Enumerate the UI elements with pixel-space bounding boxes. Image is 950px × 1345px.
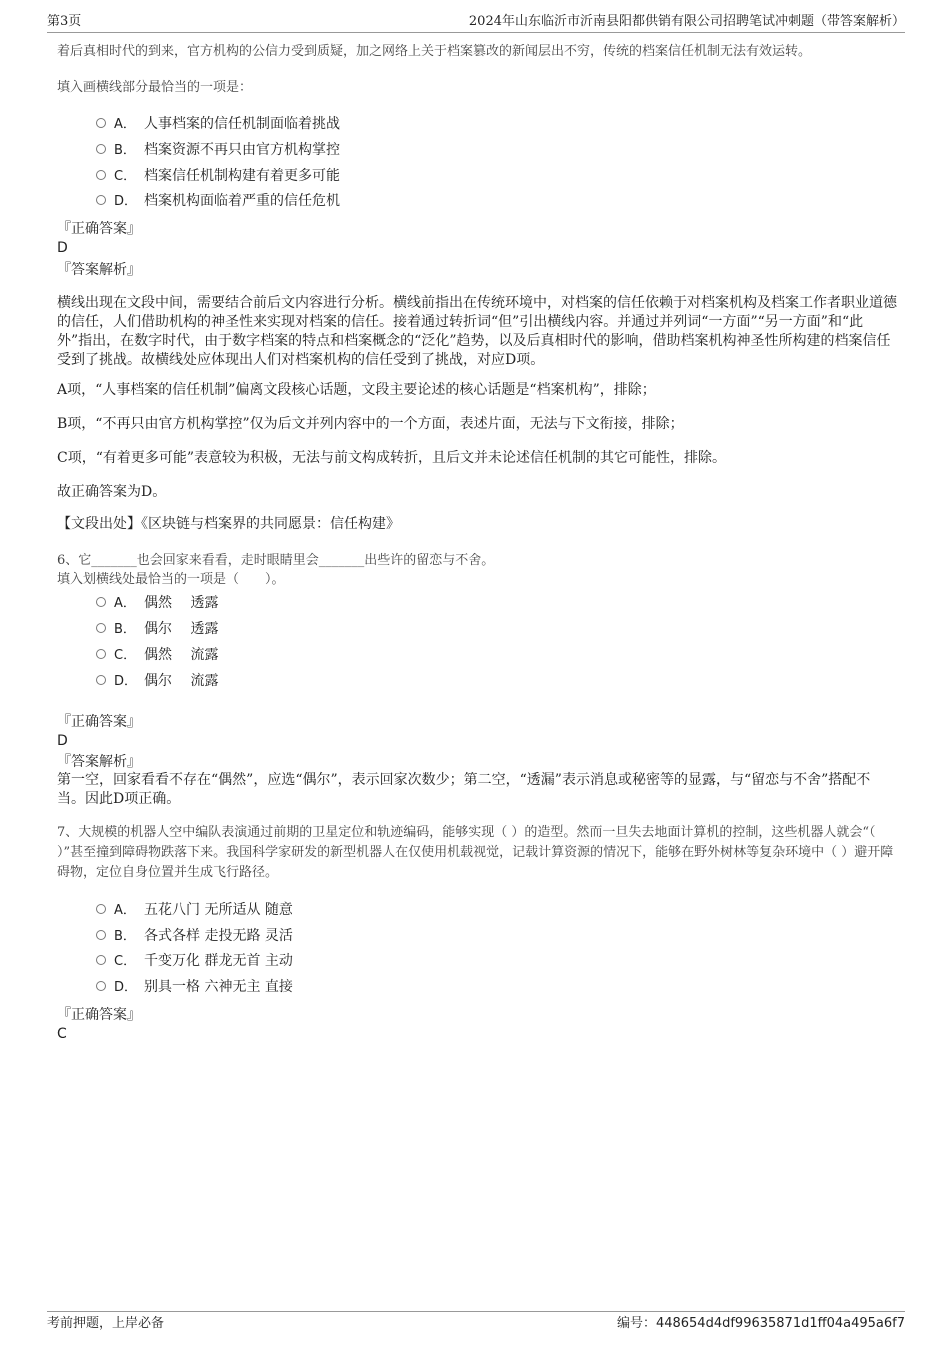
q5-analysis-b: B项，“不再只由官方机构掌控”仅为后文并列内容中的一个方面，表述片面，无法与下文衔接，排除；: [57, 416, 684, 432]
radio-icon[interactable]: [96, 649, 106, 659]
radio-icon[interactable]: [96, 981, 106, 991]
q5-source: 【文段出处】《区块链与档案界的共同愿景：信任构建》: [57, 516, 400, 532]
q5-analysis-conclusion: 故正确答案为D。: [57, 484, 167, 500]
q6-option-c[interactable]: C． 偶然 流露: [96, 645, 218, 666]
radio-icon[interactable]: [96, 930, 106, 940]
q5-option-d[interactable]: D． 档案机构面临着严重的信任危机: [96, 191, 340, 212]
radio-icon[interactable]: [96, 144, 106, 154]
q7-stem: 7、大规模的机器人空中编队表演通过前期的卫星定位和轨迹编码，能够实现（ ）的造型。然而一旦失去地面计算机的控制，这些机器人就会“（ ）”甚至撞到障碍物跌落下来。我国科学家研发的新型机器人在仅使用机载视觉，记载计算资源的情况下，能够在野外树林等复杂环境中（ ）避开障碍物，定位自身位置并生成飞行路径。: [57, 825, 894, 880]
radio-icon[interactable]: [96, 118, 106, 128]
radio-icon[interactable]: [96, 955, 106, 965]
radio-icon[interactable]: [96, 904, 106, 914]
q7-option-a[interactable]: A． 五花八门 无所适从 随意: [96, 900, 293, 921]
q7-option-b[interactable]: B． 各式各样 走投无路 灵活: [96, 926, 293, 947]
q5-answer: D: [57, 240, 68, 256]
radio-icon[interactable]: [96, 195, 106, 205]
q7-answer: C: [57, 1026, 67, 1042]
passage-tail: 着后真相时代的到来，官方机构的公信力受到质疑，加之网络上关于档案篡改的新闻层出不穷，传统的档案信任机制无法有效运转。: [57, 44, 812, 59]
q6-answer-label: 『正确答案』: [57, 714, 141, 730]
q5-option-b[interactable]: B． 档案资源不再只由官方机构掌控: [96, 140, 340, 161]
document-title: 2024年山东临沂市沂南县阳都供销有限公司招聘笔试冲刺题（带答案解析）: [468, 14, 905, 29]
radio-icon[interactable]: [96, 170, 106, 180]
page-header: [47, 12, 905, 33]
q6-option-a[interactable]: A． 偶然 透露: [96, 593, 218, 614]
q5-answer-label: 『正确答案』: [57, 221, 141, 237]
q6-option-d[interactable]: D． 偶尔 流露: [96, 671, 218, 692]
page-footer: [47, 1311, 905, 1331]
q5-option-c[interactable]: C． 档案信任机制构建有着更多可能: [96, 166, 340, 187]
q6-analysis-label: 『答案解析』: [57, 754, 141, 770]
radio-icon[interactable]: [96, 597, 106, 607]
q5-option-a[interactable]: A． 人事档案的信任机制面临着挑战: [96, 114, 340, 135]
q5-analysis-main: 横线出现在文段中间，需要结合前后文内容进行分析。横线前指出在传统环境中，对档案的信任依赖于对档案机构及档案工作者职业道德的信任，人们借助机构的神圣性来实现对档案的信任。接着通过转折词“但”引出横线内容。并通过并列词“一方面”“另一方面”和“此外”指出，在数字时代，由于数字档案的特点和档案概念的“泛化”趋势，以及后真相时代的影响，借助档案机构神圣性所构建的档案信任受到了挑战。故横线处应体现出人们对档案机构的信任受到了挑战，对应D项。: [57, 295, 897, 368]
q6-answer: D: [57, 733, 68, 749]
q6-option-b[interactable]: B． 偶尔 透露: [96, 619, 218, 640]
q6-prompt: 填入划横线处最恰当的一项是（ ）。: [57, 572, 285, 587]
q6-stem: 6、它_______也会回家来看看，走时眼睛里会_______出些许的留恋与不舍。: [57, 553, 495, 568]
radio-icon[interactable]: [96, 675, 106, 685]
page-number: 第3页: [47, 14, 82, 29]
q7-option-d[interactable]: D． 别具一格 六神无主 直接: [96, 977, 293, 998]
q5-analysis-c: C项，“有着更多可能”表意较为积极，无法与前文构成转折，且后文并未论述信任机制的其它可能性，排除。: [57, 450, 727, 466]
q5-prompt: 填入画横线部分最恰当的一项是：: [57, 80, 253, 95]
q7-option-c[interactable]: C． 千变万化 群龙无首 主动: [96, 951, 293, 972]
q5-analysis-label: 『答案解析』: [57, 262, 141, 278]
footer-motto: 考前押题，上岸必备: [47, 1316, 165, 1331]
radio-icon[interactable]: [96, 623, 106, 633]
q6-analysis: 第一空，回家看看不存在“偶然”，应选“偶尔”，表示回家次数少；第二空，“透漏”表示消息或秘密等的显露，与“留恋与不舍”搭配不当。因此D项正确。: [57, 772, 871, 807]
q5-analysis-a: A项，“人事档案的信任机制”偏离文段核心话题，文段主要论述的核心话题是“档案机构”，排除；: [57, 382, 656, 398]
document-code: 编号：448654d4df99635871d1ff04a495a6f7: [616, 1316, 905, 1331]
q7-answer-label: 『正确答案』: [57, 1007, 141, 1023]
